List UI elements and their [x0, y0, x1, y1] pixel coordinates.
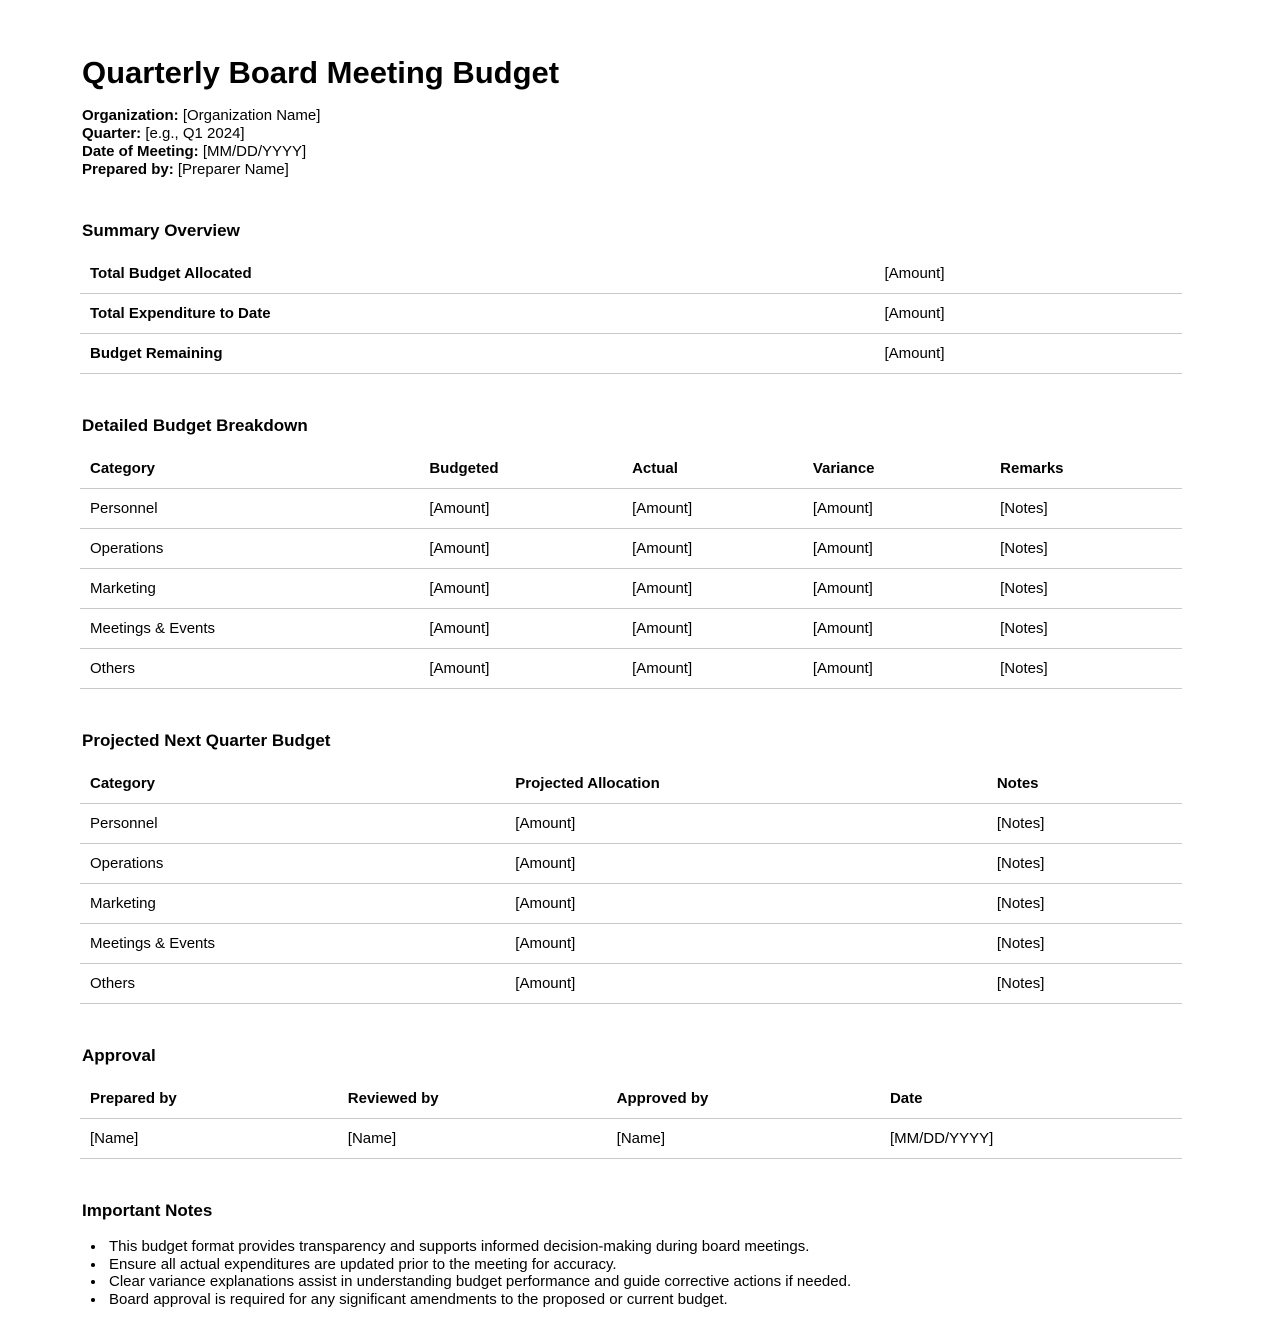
cell-budgeted: [Amount] [429, 569, 632, 609]
cell-remarks: [Notes] [1000, 489, 1182, 529]
meta-label: Organization: [82, 107, 179, 125]
summary-row-label: Budget Remaining [80, 334, 884, 374]
table-row [80, 1119, 1182, 1159]
table-row [80, 884, 1182, 924]
meta-value: [e.g., Q1 2024] [145, 125, 245, 143]
summary-overview-table [80, 254, 1182, 374]
meta-value: [Organization Name] [182, 107, 321, 125]
meta-prepared-by [82, 161, 1182, 179]
cell-notes: [Notes] [997, 924, 1182, 964]
meta-label: Quarter: [82, 125, 142, 143]
cell-variance: [Amount] [813, 609, 1000, 649]
meta-label: Date of Meeting: [82, 143, 199, 161]
cell-category: Others [80, 649, 429, 689]
cell-budgeted: [Amount] [429, 649, 632, 689]
cell-category: Marketing [80, 569, 429, 609]
meta-value: [MM/DD/YYYY] [202, 143, 307, 161]
column-header: Variance [813, 449, 1000, 489]
table-header-row [80, 449, 1182, 489]
column-header: Budgeted [429, 449, 632, 489]
summary-row-label: Total Expenditure to Date [80, 294, 884, 334]
table-row [80, 529, 1182, 569]
cell-variance: [Amount] [813, 529, 1000, 569]
meta-label: Prepared by: [82, 161, 174, 179]
column-header: Prepared by [80, 1079, 348, 1119]
column-header: Reviewed by [348, 1079, 617, 1119]
column-header: Category [80, 764, 515, 804]
summary-row-value: [Amount] [884, 294, 1182, 334]
cell-projected-allocation: [Amount] [515, 804, 997, 844]
table-row [80, 649, 1182, 689]
cell-category: Operations [80, 844, 515, 884]
column-header: Notes [997, 764, 1182, 804]
column-header: Category [80, 449, 429, 489]
cell-category: Others [80, 964, 515, 1004]
cell-budgeted: [Amount] [429, 609, 632, 649]
cell-variance: [Amount] [813, 649, 1000, 689]
summary-row-value: [Amount] [884, 334, 1182, 374]
note-item: • Clear variance explanations assist in understanding budget performance and guide corrective actions if needed. [106, 1273, 1182, 1291]
cell-category: Meetings & Events [80, 924, 515, 964]
cell-projected-allocation: [Amount] [515, 844, 997, 884]
table-row [80, 924, 1182, 964]
column-header: Projected Allocation [515, 764, 997, 804]
important-notes-list [82, 1238, 1182, 1308]
summary-row-value: [Amount] [884, 254, 1182, 294]
important-notes-heading: Important Notes [82, 1201, 213, 1221]
cell-remarks: [Notes] [1000, 649, 1182, 689]
cell-notes: [Notes] [997, 884, 1182, 924]
summary-row-label: Total Budget Allocated [80, 254, 884, 294]
summary-overview-heading: Summary Overview [82, 221, 240, 241]
cell-actual: [Amount] [632, 649, 813, 689]
table-header-row [80, 1079, 1182, 1119]
cell-category: Marketing [80, 884, 515, 924]
cell-notes: [Notes] [997, 964, 1182, 1004]
cell-approved-by: [Name] [617, 1119, 890, 1159]
table-row [80, 489, 1182, 529]
cell-projected-allocation: [Amount] [515, 924, 997, 964]
cell-variance: [Amount] [813, 489, 1000, 529]
projected-budget-heading: Projected Next Quarter Budget [82, 731, 331, 751]
cell-projected-allocation: [Amount] [515, 884, 997, 924]
cell-category: Personnel [80, 489, 429, 529]
cell-budgeted: [Amount] [429, 529, 632, 569]
cell-remarks: [Notes] [1000, 529, 1182, 569]
cell-actual: [Amount] [632, 609, 813, 649]
approval-table [80, 1079, 1182, 1159]
projected-budget-table [80, 764, 1182, 1004]
table-row [80, 609, 1182, 649]
column-header: Remarks [1000, 449, 1182, 489]
detailed-breakdown-table [80, 449, 1182, 689]
detailed-breakdown-heading: Detailed Budget Breakdown [82, 416, 308, 436]
table-row [80, 254, 1182, 294]
note-item: • Ensure all actual expenditures are updated prior to the meeting for accuracy. [106, 1256, 1182, 1274]
column-header: Approved by [617, 1079, 890, 1119]
column-header: Actual [632, 449, 813, 489]
cell-remarks: [Notes] [1000, 569, 1182, 609]
approval-heading: Approval [82, 1046, 156, 1066]
meta-value: [Preparer Name] [177, 161, 289, 179]
document-meta [82, 107, 1182, 179]
page-title: Quarterly Board Meeting Budget [82, 55, 560, 90]
cell-notes: [Notes] [997, 804, 1182, 844]
cell-remarks: [Notes] [1000, 609, 1182, 649]
table-row [80, 334, 1182, 374]
cell-date: [MM/DD/YYYY] [890, 1119, 1182, 1159]
cell-actual: [Amount] [632, 489, 813, 529]
table-header-row [80, 764, 1182, 804]
meta-quarter [82, 125, 1182, 143]
table-row [80, 804, 1182, 844]
table-row [80, 964, 1182, 1004]
cell-budgeted: [Amount] [429, 489, 632, 529]
meta-date-of-meeting [82, 143, 1182, 161]
cell-reviewed-by: [Name] [348, 1119, 617, 1159]
table-row [80, 844, 1182, 884]
meta-organization [82, 107, 1182, 125]
table-row [80, 294, 1182, 334]
table-row [80, 569, 1182, 609]
cell-notes: [Notes] [997, 844, 1182, 884]
cell-variance: [Amount] [813, 569, 1000, 609]
cell-category: Personnel [80, 804, 515, 844]
cell-category: Operations [80, 529, 429, 569]
note-item: • This budget format provides transparency and supports informed decision-making during board meetings. [106, 1238, 1182, 1256]
cell-prepared-by: [Name] [80, 1119, 348, 1159]
cell-actual: [Amount] [632, 529, 813, 569]
column-header: Date [890, 1079, 1182, 1119]
cell-actual: [Amount] [632, 569, 813, 609]
cell-projected-allocation: [Amount] [515, 964, 997, 1004]
note-item: • Board approval is required for any significant amendments to the proposed or current budget. [106, 1291, 1182, 1309]
cell-category: Meetings & Events [80, 609, 429, 649]
